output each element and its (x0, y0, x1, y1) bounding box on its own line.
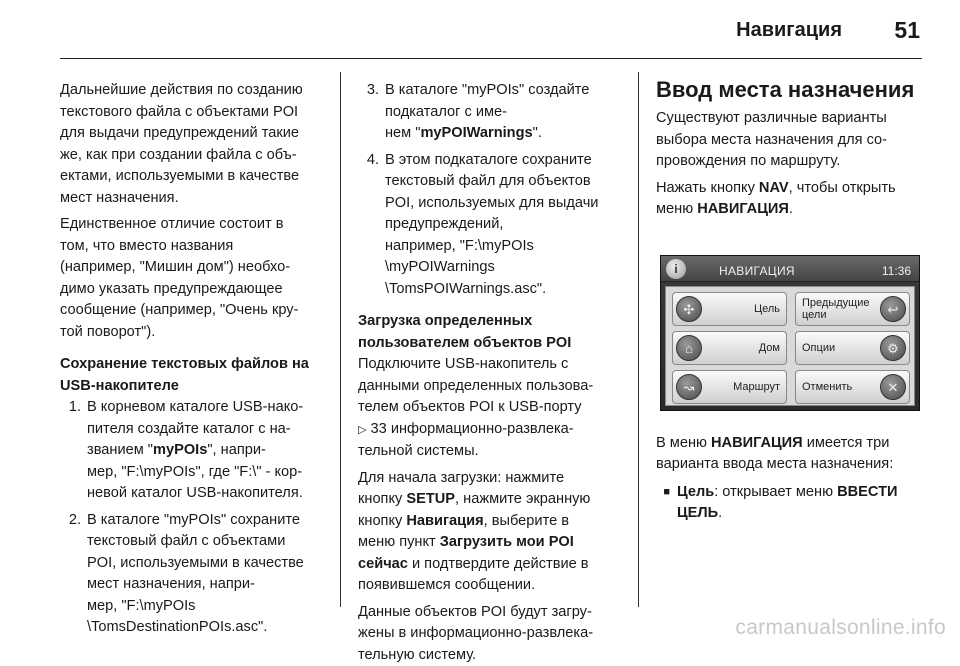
text-line (677, 503, 897, 525)
bullet-square-icon: ■ (656, 482, 677, 525)
text-line: POI, используемыми в качестве (87, 553, 328, 575)
text-line: том, что вместо названия (60, 236, 328, 258)
paragraph-press-nav (656, 178, 926, 221)
text-line: POI, используемых для выдачи (385, 193, 626, 215)
text-line (656, 178, 926, 200)
navigation-menu-label: НАВИГАЦИЯ (711, 435, 803, 451)
home-button[interactable] (672, 331, 787, 365)
folder-name-mypois: myPOIs (153, 442, 207, 458)
text-run: нем " (385, 125, 420, 141)
text-run: меню (656, 201, 697, 217)
paragraph-connect-usb (358, 354, 626, 463)
item-number: 1. (60, 397, 87, 505)
text-line (656, 199, 926, 221)
text-run: имеется три (803, 435, 890, 451)
label-line: цели (802, 309, 827, 321)
text-line (385, 123, 626, 145)
column-divider-2 (638, 72, 639, 607)
text-line: жены в информационно-развлека- (358, 623, 626, 645)
text-line: сообщение (например, "Очень кру- (60, 300, 328, 322)
text-line: же, как при создании файла с объ- (60, 145, 328, 167)
page-ref-arrow-icon: ▷ (358, 424, 366, 436)
text-run: званием " (87, 442, 153, 458)
route-button[interactable] (672, 370, 787, 404)
text-line: Существуют различные варианты (656, 108, 926, 130)
home-label: Дом (759, 332, 780, 364)
text-line: ектами, используемыми в качестве (60, 166, 328, 188)
text-line (656, 433, 926, 455)
text-line: димо указать предупреждающее (60, 279, 328, 301)
section-title: Ввод места назначения (656, 77, 926, 103)
text-line: например, "F:\myPOIs (385, 236, 626, 258)
navigation-menu-label: НАВИГАЦИЯ (697, 201, 789, 217)
paragraph-intro (60, 80, 328, 209)
paragraph-start-loading (358, 468, 626, 597)
subheading-line: USB-накопителе (60, 376, 328, 398)
text-line (87, 440, 328, 462)
text-line (358, 532, 626, 554)
text-run: , чтобы открыть (789, 180, 896, 196)
steps-list-continued (358, 80, 626, 300)
list-item (60, 397, 328, 505)
load-pois-menu-label: Загрузить мои POI (440, 534, 574, 550)
watermark: carmanualsonline.info (735, 616, 946, 640)
text-line: варианта ввода места назначения: (656, 454, 926, 476)
text-line: Для начала загрузки: нажмите (358, 468, 626, 490)
page-number: 51 (894, 17, 920, 44)
item-number: 2. (60, 510, 87, 639)
subheading-line: пользователем объектов POI (358, 333, 626, 355)
paragraph-difference (60, 214, 328, 343)
cancel-button[interactable] (795, 370, 910, 404)
options-button[interactable] (795, 331, 910, 365)
text-line: В корневом каталоге USB-нако- (87, 397, 328, 419)
text-run: кнопку (358, 513, 406, 529)
route-icon: ↝ (676, 374, 702, 400)
text-run: меню пункт (358, 534, 440, 550)
list-item (358, 80, 626, 145)
text-run: . (718, 505, 722, 521)
text-line: появившемся сообщении. (358, 575, 626, 597)
text-line: пителя создайте каталог с на- (87, 419, 328, 441)
history-icon: ↩ (880, 296, 906, 322)
text-run: ", напри- (207, 442, 266, 458)
goal-icon: ✣ (676, 296, 702, 322)
text-run: , выберите в (484, 513, 569, 529)
bullet-item-goal (656, 482, 926, 525)
paragraph-data-loaded (358, 602, 626, 666)
column-1 (60, 80, 328, 639)
text-run: . (789, 201, 793, 217)
page-title: Навигация (736, 19, 842, 42)
column-2 (358, 80, 626, 666)
steps-list (60, 397, 328, 639)
text-run: ". (533, 125, 542, 141)
text-run: кнопку (358, 491, 406, 507)
list-item (60, 510, 328, 639)
nav-key-label: NAV (759, 180, 789, 196)
goal-label: Цель (754, 293, 780, 325)
text-line: провождения по маршруту. (656, 151, 926, 173)
item-number: 4. (358, 150, 385, 301)
text-line: Данные объектов POI будут загру- (358, 602, 626, 624)
text-line: \myPOIWarnings (385, 257, 626, 279)
text-line (358, 419, 626, 442)
text-line: Единственное отличие состоит в (60, 214, 328, 236)
setup-key-label: SETUP (406, 491, 455, 507)
list-item (358, 150, 626, 301)
subheading-line: Сохранение текстовых файлов на (60, 354, 328, 376)
text-run: : открывает меню (714, 484, 837, 500)
text-run: и подтвердите действие в (408, 556, 589, 572)
gear-icon: ⚙ (880, 335, 906, 361)
text-line: текстовый файл с объектами (87, 531, 328, 553)
text-line: выбора места назначения для со- (656, 130, 926, 152)
subheading-line: Загрузка определенных (358, 311, 626, 333)
page-reference[interactable]: 33 информационно-развлека- (371, 421, 574, 437)
text-line: тельной системы. (358, 441, 626, 463)
text-run: , нажмите экранную (455, 491, 590, 507)
text-line: данными определенных пользова- (358, 376, 626, 398)
screen-header (661, 256, 919, 282)
enter-menu-label: ВВЕСТИ (837, 484, 897, 500)
item-number: 3. (358, 80, 385, 145)
text-line: мест назначения, напри- (87, 574, 328, 596)
cancel-label: Отменить (802, 371, 874, 403)
text-line (677, 482, 897, 504)
text-run: В меню (656, 435, 711, 451)
label-line: Предыдущие (802, 297, 869, 309)
previous-destinations-label (802, 293, 874, 325)
text-line: мер, "F:\myPOIs (87, 596, 328, 618)
text-line: текстовый файл для объектов (385, 171, 626, 193)
column-3 (656, 80, 926, 525)
text-run: Нажать кнопку (656, 180, 759, 196)
text-line: Дальнейшие действия по созданию (60, 80, 328, 102)
text-line: невой каталог USB-накопителя. (87, 483, 328, 505)
route-label: Маршрут (733, 371, 780, 403)
paragraph-options (656, 108, 926, 173)
text-line: В этом подкаталоге сохраните (385, 150, 626, 172)
enter-menu-label-cont: ЦЕЛЬ (677, 505, 718, 521)
goal-button[interactable] (672, 292, 787, 326)
screen-body (665, 286, 915, 406)
navigation-button-label: Навигация (406, 513, 483, 529)
text-line: телем объектов POI к USB-порту (358, 397, 626, 419)
text-line (358, 511, 626, 533)
subheading-load-pois (358, 311, 626, 354)
previous-destinations-button[interactable] (795, 292, 910, 326)
text-line: Подключите USB-накопитель с (358, 354, 626, 376)
text-line: текстового файла с объектами POI (60, 102, 328, 124)
paragraph-three-options (656, 433, 926, 476)
text-line: тельную систему. (358, 645, 626, 666)
text-line: (например, "Мишин дом") необхо- (60, 257, 328, 279)
text-line: \TomsPOIWarnings.asc". (385, 279, 626, 301)
text-line: мер, "F:\myPOIs", где "F:\" - кор- (87, 462, 328, 484)
subheading-save-usb (60, 354, 328, 397)
text-line: \TomsDestinationPOIs.asc". (87, 617, 328, 639)
text-line: В каталоге "myPOIs" сохраните (87, 510, 328, 532)
text-line: подкаталог с име- (385, 102, 626, 124)
load-pois-menu-label-cont: сейчас (358, 556, 408, 572)
column-divider-1 (340, 72, 341, 607)
screen-clock: 11:36 (882, 261, 911, 283)
text-line: В каталоге "myPOIs" создайте (385, 80, 626, 102)
screen-title: НАВИГАЦИЯ (719, 261, 795, 283)
text-line: той поворот"). (60, 322, 328, 344)
text-line: для выдачи предупреждений такие (60, 123, 328, 145)
header-rule (60, 58, 922, 59)
text-line (358, 554, 626, 576)
folder-name-mypoiwarnings: myPOIWarnings (420, 125, 532, 141)
options-label: Опции (802, 332, 874, 364)
text-line: предупреждений, (385, 214, 626, 236)
goal-term: Цель (677, 484, 714, 500)
home-icon: ⌂ (676, 335, 702, 361)
text-line: мест назначения. (60, 188, 328, 210)
info-icon[interactable]: i (666, 259, 686, 279)
close-icon: ✕ (880, 374, 906, 400)
navigation-screen (660, 255, 920, 411)
text-line (358, 489, 626, 511)
